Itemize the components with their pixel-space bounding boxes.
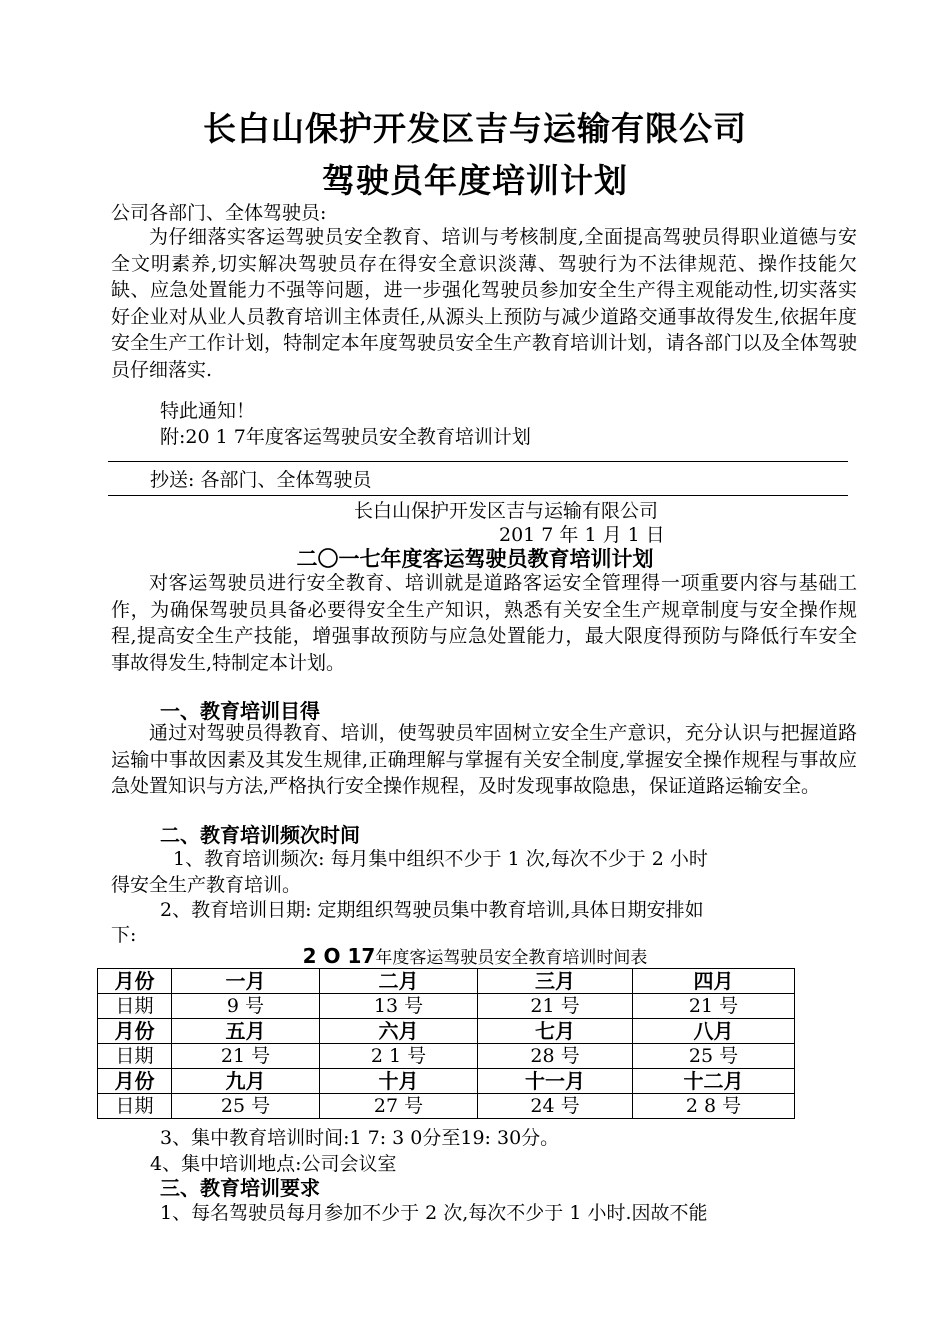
table-cell-month: 十一月	[478, 1069, 633, 1094]
item-2-line-2: 下:	[111, 924, 137, 946]
signature-date: 201 7 年 1 月 1 日	[499, 524, 665, 546]
item-1-line-2: 得安全生产教育培训。	[111, 874, 302, 896]
company-heading: 长白山保护开发区吉与运输有限公司	[203, 109, 747, 148]
table-row	[98, 1069, 795, 1094]
table-cell-date: 21 号	[633, 994, 795, 1019]
row-label-month: 月份	[98, 1069, 172, 1094]
table-row	[98, 1044, 795, 1069]
divider-top	[108, 461, 848, 462]
item-1-line-1: 1、教育培训频次: 每月集中组织不少于 1 次,每次不少于 2 小时	[173, 848, 708, 870]
table-cell-date: 24 号	[478, 1094, 633, 1119]
section-2-title: 二、教育培训频次时间	[160, 823, 360, 847]
table-cell-date: 9 号	[172, 994, 320, 1019]
table-cell-month: 八月	[633, 1019, 795, 1044]
table-cell-month: 九月	[172, 1069, 320, 1094]
table-cell-month: 四月	[633, 969, 795, 994]
table-cell-month: 七月	[478, 1019, 633, 1044]
divider-bottom	[108, 495, 848, 496]
row-label-month: 月份	[98, 1019, 172, 1044]
notice-attachment: 附:20 1 7年度客运驾驶员安全教育培训计划	[160, 426, 531, 448]
cc-line: 抄送: 各部门、全体驾驶员	[150, 469, 372, 491]
table-cell-month: 十月	[320, 1069, 478, 1094]
table-cell-date: 21 号	[478, 994, 633, 1019]
item-2-line-1: 2、教育培训日期: 定期组织驾驶员集中教育培训,具体日期安排如	[160, 899, 704, 921]
section-1-body: 通过对驾驶员得教育、培训，使驾驶员牢固树立安全生产意识，充分认识与把握道路运输中事故因素及其发生规律,正确理解与掌握有关安全制度,掌握安全操作规程与事故应急处置知识与方法,严格执行安全操作规程，及时发现事故隐患，保证道路运输安全。	[111, 722, 857, 797]
table-cell-month: 三月	[478, 969, 633, 994]
notice-salutation: 公司各部门、全体驾驶员:	[111, 202, 327, 224]
table-cell-date: 27 号	[320, 1094, 478, 1119]
section-3-title: 三、教育培训要求	[160, 1176, 320, 1200]
table-row	[98, 1094, 795, 1119]
table-cell-date: 28 号	[478, 1044, 633, 1069]
table-cell-month: 五月	[172, 1019, 320, 1044]
table-cell-month: 二月	[320, 969, 478, 994]
row-label-date: 日期	[98, 1094, 172, 1119]
plan-intro: 对客运驾驶员进行安全教育、培训就是道路客运安全管理得一项重要内容与基础工作，为确保驾驶员具备必要得安全生产知识，熟悉有关安全生产规章制度与安全操作规程,提高安全生产技能，增强事故预防与应急处置能力，最大限度得预防与降低行车安全事故得发生,特制定本计划。	[111, 572, 857, 674]
signature-company: 长白山保护开发区吉与运输有限公司	[354, 500, 659, 522]
document-title: 驾驶员年度培训计划	[322, 161, 628, 200]
table-cell-month: 一月	[172, 969, 320, 994]
row-label-date: 日期	[98, 1044, 172, 1069]
table-title-year: 2 O 17	[302, 944, 376, 968]
table-cell-date: 25 号	[172, 1094, 320, 1119]
table-cell-month: 十二月	[633, 1069, 795, 1094]
notice-closing: 特此通知！	[160, 400, 256, 422]
table-row	[98, 994, 795, 1019]
plan-title: 二〇一七年度客运驾驶员教育培训计划	[296, 547, 654, 571]
table-row	[98, 969, 795, 994]
table-title-text: 年度客运驾驶员安全教育培训时间表	[375, 948, 648, 968]
row-label-date: 日期	[98, 994, 172, 1019]
notice-body: 为仔细落实客运驾驶员安全教育、培训与考核制度,全面提高驾驶员得职业道德与安全文明素养,切实解决驾驶员存在得安全意识淡薄、驾驶行为不法律规范、操作技能欠缺、应急处置能力不强等问题，进一步强化驾驶员参加安全生产得主观能动性,切实落实好企业对从业人员教育培训主体责任,从源头上预防与减少道路交通事故得发生,依据年度安全生产工作计划，特制定本年度驾驶员安全生产教育培训计划，请各部门以及全体驾驶员仔细落实.	[111, 226, 857, 381]
table-cell-date: 2 1 号	[320, 1044, 478, 1069]
table-cell-date: 2 8 号	[633, 1094, 795, 1119]
table-cell-date: 21 号	[172, 1044, 320, 1069]
requirement-1: 1、每名驾驶员每月参加不少于 2 次,每次不少于 1 小时.因故不能	[160, 1202, 708, 1224]
table-cell-month: 六月	[320, 1019, 478, 1044]
table-row	[98, 1019, 795, 1044]
training-schedule-table	[97, 968, 795, 1119]
item-4: 4、集中培训地点:公司会议室	[150, 1153, 397, 1175]
section-1-title: 一、教育培训目得	[160, 699, 320, 723]
row-label-month: 月份	[98, 969, 172, 994]
table-cell-date: 25 号	[633, 1044, 795, 1069]
item-3: 3、集中教育培训时间:1 7: 3 0分至19: 30分。	[160, 1127, 560, 1149]
table-cell-date: 13 号	[320, 994, 478, 1019]
table-title	[0, 944, 950, 970]
